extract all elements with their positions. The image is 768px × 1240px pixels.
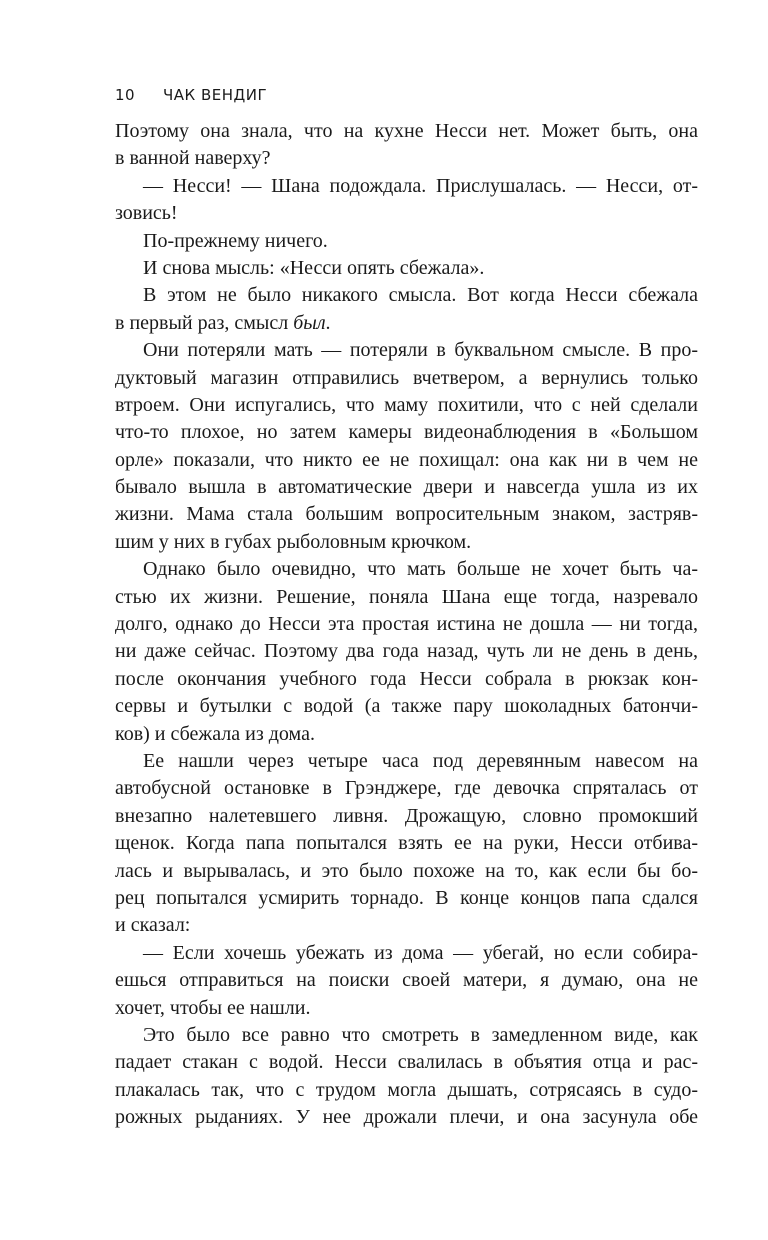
text-line: сервы и бутылки с водой (а также пару шоколадных батончи-	[115, 695, 698, 718]
page-number: 10	[115, 86, 136, 104]
text-line: хочет, чтобы ее нашли.	[115, 996, 311, 1019]
text-line: в первый раз, смысл был.	[115, 311, 331, 334]
text-line: бывало вышла в автоматические двери и навсегда ушла из их	[115, 476, 698, 499]
text-line: падает стакан с водой. Несси свалилась в объятия отца и рас-	[115, 1051, 698, 1074]
text-line: лась и вырывалась, и это было похоже на то, как если бы бо-	[115, 859, 698, 882]
text-line: Однако было очевидно, что мать больше не хочет быть ча-	[143, 558, 698, 581]
author-name: ЧАК ВЕНДИГ	[163, 86, 268, 104]
text-line: Это было все равно что смотреть в замедленном виде, как	[143, 1023, 698, 1046]
text-line: По-прежнему ничего.	[143, 229, 328, 252]
text-line: плакалась так, что с трудом могла дышать, сотрясаясь в судо-	[115, 1078, 698, 1101]
text-line: Они потеряли мать — потеряли в буквальном смысле. В про-	[143, 339, 698, 362]
text-line: В этом не было никакого смысла. Вот когда Несси сбежала	[143, 284, 698, 307]
text-line: после окончания учебного года Несси собрала в рюкзак кон-	[115, 667, 698, 690]
text-line: ков) и сбежала из дома.	[115, 722, 315, 745]
text-line: стью их жизни. Решение, поняла Шана еще тогда, назревало	[115, 585, 698, 608]
running-head	[115, 86, 267, 104]
text-line: шим у них в губах рыболовным крючком.	[115, 530, 472, 553]
text-line: втроем. Они испугались, что маму похитили, что с ней сделали	[115, 393, 698, 416]
text-line: Поэтому она знала, что на кухне Несси нет. Может быть, она	[115, 120, 698, 142]
text-line: Ее нашли через четыре часа под деревянным навесом на	[143, 749, 698, 772]
text-line: рожных рыданиях. У нее дрожали плечи, и она засунула обе	[115, 1106, 698, 1129]
text-line: что-то плохое, но затем камеры видеонаблюдения в «Большом	[115, 421, 698, 444]
text-line: долго, однако до Несси эта простая истина не дошла — ни тогда,	[115, 613, 698, 636]
text-line: — Если хочешь убежать из дома — убегай, но если собира-	[143, 941, 698, 964]
text-line: и сказал:	[115, 914, 191, 937]
text-line: автобусной остановке в Грэнджере, где девочка спряталась от	[115, 777, 698, 800]
text-line: щенок. Когда папа попытался взять ее на руки, Несси отбива-	[115, 832, 698, 855]
text-line: зовись!	[115, 202, 178, 225]
text-line: жизни. Мама стала большим вопросительным знаком, застряв-	[115, 503, 698, 526]
text-line: — Несси! — Шана подождала. Прислушалась. — Несси, от-	[143, 174, 698, 197]
text-line: в ванной наверху?	[115, 147, 271, 170]
text-line: рец попытался усмирить торнадо. В конце концов папа сдался	[115, 886, 698, 909]
text-line: орле» показали, что никто ее не похищал: она как ни в чем не	[115, 448, 698, 471]
text-line: ни даже сейчас. Поэтому два года назад, чуть ли не день в день,	[115, 640, 698, 663]
text-line: И снова мысль: «Несси опять сбежала».	[143, 256, 485, 279]
body-text	[115, 118, 698, 1131]
text-line: дуктовый магазин отправились вчетвером, а вернулись только	[115, 366, 698, 389]
text-line: внезапно налетевшего ливня. Дрожащую, словно промокший	[115, 804, 698, 827]
text-line: ешься отправиться на поиски своей матери, я думаю, она не	[115, 969, 698, 992]
